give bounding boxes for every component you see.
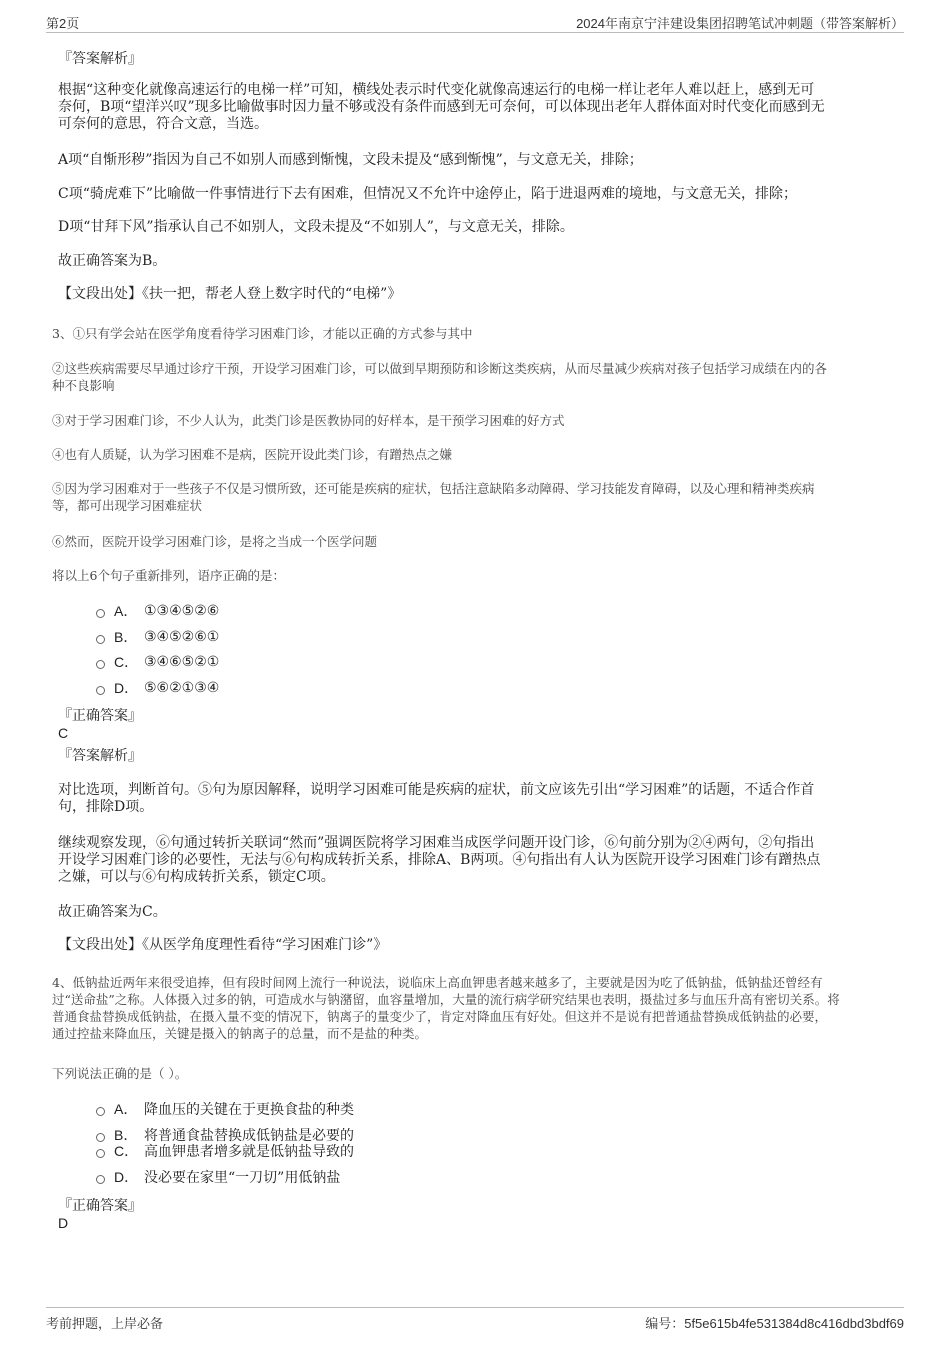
option-letter: C． bbox=[114, 654, 139, 670]
option-letter: A． bbox=[114, 1101, 138, 1117]
q3-analysis-line: 句，排除D项。 bbox=[58, 799, 154, 815]
option-text: 高血钾患者增多就是低钠盐导致的 bbox=[144, 1144, 354, 1160]
option-text: 将普通食盐替换成低钠盐是必要的 bbox=[144, 1128, 354, 1144]
radio-icon[interactable] bbox=[96, 1149, 105, 1158]
q4-stem bbox=[52, 974, 902, 1042]
option-letter: B． bbox=[114, 1127, 138, 1143]
option-text: 降血压的关键在于更换食盐的种类 bbox=[144, 1102, 354, 1118]
q4-correct-label: 『正确答案』 bbox=[58, 1198, 142, 1214]
q3-option-c[interactable] bbox=[96, 653, 219, 671]
q4-correct-answer: D bbox=[58, 1215, 69, 1231]
q2-analysis-line: 根据“这种变化就像高速运行的电梯一样”可知，横线处表示时代变化就像高速运行的电梯一样让老年人难以赶上，感到无可 bbox=[58, 82, 815, 98]
option-letter: D． bbox=[114, 680, 139, 696]
option-text: ③④⑤②⑥① bbox=[144, 629, 220, 645]
radio-icon[interactable] bbox=[96, 686, 105, 695]
q3-sentence-line: 等，都可出现学习困难症状 bbox=[52, 498, 203, 513]
q3-correct-answer: C bbox=[58, 725, 69, 741]
q3-source: 【文段出处】《从医学角度理性看待“学习困难门诊”》 bbox=[58, 937, 388, 953]
option-text: ①③④⑤②⑥ bbox=[144, 603, 220, 619]
header-divider bbox=[46, 32, 904, 33]
footer-divider bbox=[46, 1307, 904, 1308]
q4-prompt: 下列说法正确的是（ ）。 bbox=[52, 1066, 188, 1081]
q4-option-c[interactable] bbox=[96, 1142, 354, 1160]
q4-stem-line: 普通食盐替换成低钠盐，在摄入量不变的情况下，钠离子的量变少了，肯定对降血压有好处。但这并不是说有把普通盐替换成低钠盐的必要， bbox=[52, 1009, 828, 1024]
option-letter: A． bbox=[114, 603, 138, 619]
option-text: ③④⑥⑤②① bbox=[144, 654, 220, 670]
q4-stem-line: 通过控盐来降血压，关键是摄入的钠离子的总量，而不是盐的种类。 bbox=[52, 1026, 428, 1041]
radio-icon[interactable] bbox=[96, 635, 105, 644]
q3-sentence-3: ③对于学习困难门诊，不少人认为，此类门诊是医教协同的好样本，是干预学习困难的好方式 bbox=[52, 413, 565, 428]
q4-option-a[interactable] bbox=[96, 1100, 354, 1118]
q2-analysis-line: 奈何，B项“望洋兴叹”现多比喻做事时因力量不够或没有条件而感到无可奈何，可以体现出老年人群体面对时代变化而感到无 bbox=[58, 99, 825, 115]
radio-icon[interactable] bbox=[96, 1107, 105, 1116]
q3-sentence-line: 种不良影响 bbox=[52, 378, 115, 393]
option-letter: D． bbox=[114, 1169, 139, 1185]
q3-option-b[interactable] bbox=[96, 628, 219, 646]
q2-option-c-analysis: C项“骑虎难下”比喻做一件事情进行下去有困难，但情况又不允许中途停止，陷于进退两难的境地，与文意无关，排除； bbox=[58, 186, 798, 202]
q2-analysis-label: 『答案解析』 bbox=[58, 51, 142, 67]
q4-stem-line: 过“送命盐”之称。人体摄入过多的钠，可造成水与钠潴留，血容量增加，大量的流行病学研究结果也表明，摄盐过多与血压升高有密切关系。将 bbox=[52, 992, 840, 1007]
document-id: 编号：5f5e615b4fe531384d8c416dbd3bdf69 bbox=[645, 1316, 904, 1331]
q3-sentence-1: 3、①只有学会站在医学角度看待学习困难门诊，才能以正确的方式参与其中 bbox=[52, 326, 473, 341]
q3-conclusion: 故正确答案为C。 bbox=[58, 904, 167, 920]
q3-option-d[interactable] bbox=[96, 679, 219, 697]
document-title: 2024年南京宁沣建设集团招聘笔试冲刺题（带答案解析） bbox=[576, 16, 904, 31]
q3-analysis-line: 继续观察发现，⑥句通过转折关联词“然而”强调医院将学习困难当成医学问题开设门诊，⑥句前分别为②④两句，②句指出 bbox=[58, 835, 815, 851]
radio-icon[interactable] bbox=[96, 609, 105, 618]
page-number: 第2页 bbox=[46, 16, 80, 31]
q3-analysis-p1 bbox=[58, 782, 900, 816]
q3-analysis-line: 对比选项，判断首句。⑤句为原因解释，说明学习困难可能是疾病的症状，前文应该先引出“学习困难”的话题，不适合作首 bbox=[58, 782, 815, 798]
q4-stem-line: 4、低钠盐近两年来很受追捧，但有段时间网上流行一种说法，说临床上高血钾患者越来越多了，主要就是因为吃了低钠盐，低钠盐还曾经有 bbox=[52, 975, 823, 990]
option-text: 没必要在家里“一刀切”用低钠盐 bbox=[144, 1170, 341, 1186]
q3-analysis-line: 开设学习困难门诊的必要性，无法与⑥句构成转折关系，排除A、B两项。④句指出有人认为医院开设学习困难门诊有蹭热点 bbox=[58, 852, 821, 868]
q3-sentence-5 bbox=[52, 480, 902, 514]
q3-prompt: 将以上6个句子重新排列，语序正确的是： bbox=[52, 568, 285, 583]
radio-icon[interactable] bbox=[96, 1175, 105, 1184]
q3-correct-label: 『正确答案』 bbox=[58, 708, 142, 724]
q3-analysis-line: 之嫌，可以与⑥句构成转折关系，锁定C项。 bbox=[58, 869, 335, 885]
q3-option-a[interactable] bbox=[96, 602, 219, 620]
q3-sentence-line: ⑤因为学习困难对于一些孩子不仅是习惯所致，还可能是疾病的症状，包括注意缺陷多动障碍、学习技能发育障碍，以及心理和精神类疾病 bbox=[52, 481, 815, 496]
option-letter: B． bbox=[114, 629, 138, 645]
footer-slogan: 考前押题，上岸必备 bbox=[46, 1317, 164, 1332]
q2-option-d-analysis: D项“甘拜下风”指承认自己不如别人，文段未提及“不如别人”，与文意无关，排除。 bbox=[58, 219, 574, 235]
option-text: ⑤⑥②①③④ bbox=[144, 680, 220, 696]
q3-sentence-line: ②这些疾病需要尽早通过诊疗干预，开设学习困难门诊，可以做到早期预防和诊断这类疾病，从而尽量减少疾病对孩子包括学习成绩在内的各 bbox=[52, 361, 828, 376]
q2-analysis-text bbox=[58, 82, 900, 133]
q3-analysis-p2 bbox=[58, 835, 900, 886]
q2-option-a-analysis: A项“自惭形秽”指因为自己不如别人而感到惭愧，文段未提及“感到惭愧”，与文意无关，排除； bbox=[58, 152, 643, 168]
q2-source: 【文段出处】《扶一把，帮老人登上数字时代的“电梯”》 bbox=[58, 286, 402, 302]
q3-sentence-2 bbox=[52, 360, 902, 394]
q3-sentence-6: ⑥然而，医院开设学习困难门诊，是将之当成一个医学问题 bbox=[52, 534, 378, 549]
q2-analysis-line: 可奈何的意思，符合文意，当选。 bbox=[58, 116, 268, 132]
option-letter: C． bbox=[114, 1143, 139, 1159]
q3-analysis-label: 『答案解析』 bbox=[58, 748, 142, 764]
q2-conclusion: 故正确答案为B。 bbox=[58, 253, 167, 269]
q4-option-d[interactable] bbox=[96, 1168, 340, 1186]
radio-icon[interactable] bbox=[96, 660, 105, 669]
radio-icon[interactable] bbox=[96, 1133, 105, 1142]
q3-sentence-4: ④也有人质疑，认为学习困难不是病，医院开设此类门诊，有蹭热点之嫌 bbox=[52, 447, 453, 462]
